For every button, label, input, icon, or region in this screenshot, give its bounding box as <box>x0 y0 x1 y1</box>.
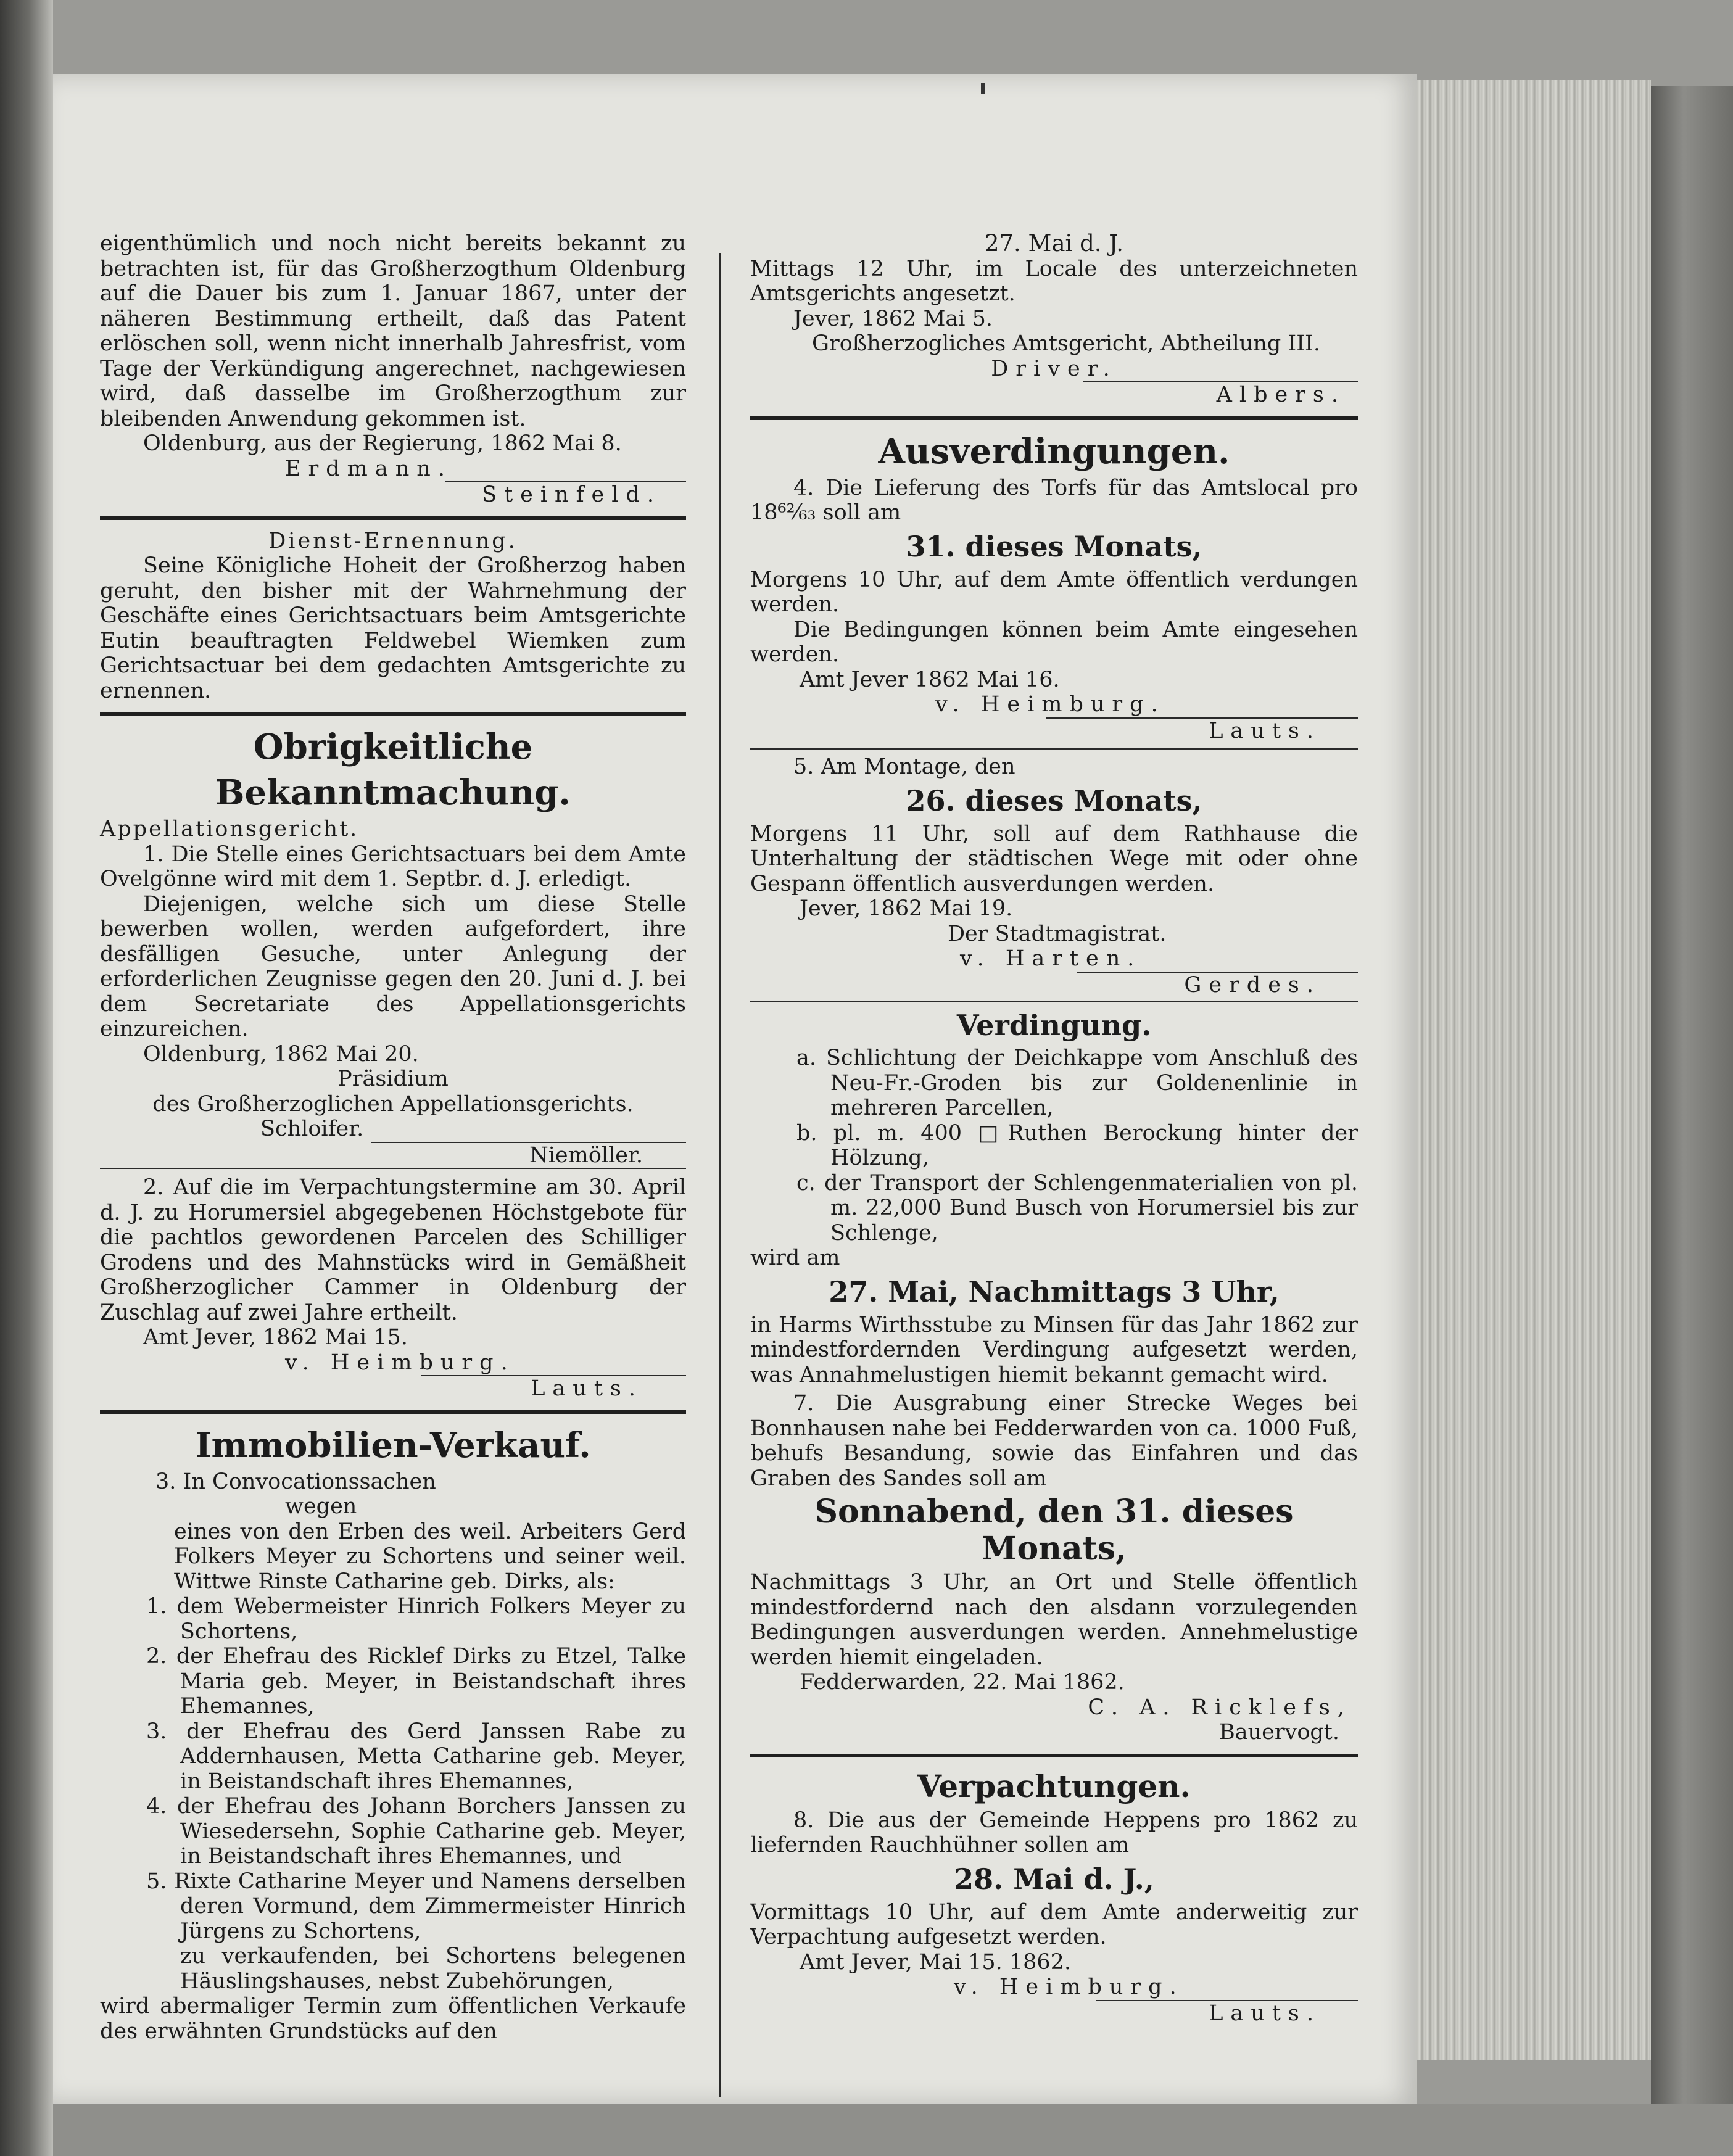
heir-item-2: 2. der Ehefrau des Ricklef Dirks zu Etzel, Talke Maria geb. Meyer, in Beistandschaft ihres Ehemannes, <box>146 1644 686 1719</box>
notice-2-text: 2. Auf die im Verpachtungstermine am 30. April d. J. zu Horumersiel abgegebenen Höchstgebote für die pachtlos gewordenen Parcelen des Schilliger Grodens und des Mahnstücks wird in Gemäßheit Großherzoglicher Cammer in Oldenburg der Zuschlag auf zwei Jahre ertheilt. <box>100 1175 686 1325</box>
page-mark <box>981 83 985 94</box>
convocation-tail-2: wird abermaliger Termin zum öffentlichen Verkaufe des erwähnten Grundstücks auf den <box>100 1994 686 2044</box>
verdingung-wird: wird am <box>750 1245 840 1270</box>
notice-1-text: 1. Die Stelle eines Gerichtsactuars bei dem Amte Ovelgönne wird mit dem 1. Septbr. d. J. erledigt. <box>100 841 686 891</box>
item-4-text-2: Morgens 10 Uhr, auf dem Amte öffentlich verdungen werden. <box>750 567 1358 617</box>
item-5-text-2: Morgens 11 Uhr, soll auf dem Rathhause die Unterhaltung der städtischen Wege mit oder ohne Gespann öffentlich ausverdungen werden. <box>750 821 1358 896</box>
item-5-signature-1: v. Harten. <box>960 946 1142 971</box>
termin-signature-2: Albers. <box>1216 382 1346 407</box>
newspaper-page <box>53 74 1417 2104</box>
termin-place: Jever, 1862 Mai 5. <box>793 306 993 331</box>
item-8-signature-2: Lauts. <box>1209 2001 1321 2026</box>
termin-text: Mittags 12 Uhr, im Locale des unterzeichneten Amtsgerichts angesetzt. <box>750 256 1358 306</box>
item-4-text: 4. Die Lieferung des Torfs für das Amtslocal pro 18⁶²⁄₆₃ soll am <box>750 475 1358 525</box>
item-7-signature-1: C. A. Ricklefs, <box>1088 1695 1352 1720</box>
item-7-text: 7. Die Ausgrabung einer Strecke Weges bei Bonnhausen nahe bei Fedderwarden von ca. 1000 Fuß, behufs Besandung, sowie das Einfahren und das Graben des Sandes soll am <box>750 1391 1358 1491</box>
obrigkeitliche-heading: Obrigkeitliche Bekanntmachung. <box>215 727 571 813</box>
item-5-place: Jever, 1862 Mai 19. <box>800 896 1013 921</box>
section-rule <box>100 1410 686 1414</box>
notice-1-text-2: Diejenigen, welche sich um diese Stelle bewerben wollen, werden aufgefordert, ihre desfälligen Gesuche, unter Anlegung der erforderlichen Zeugnisse gegen den 20. Juni d. J. bei dem Secretariate des Appellationsgerichts einzureichen. <box>100 891 686 1041</box>
section-rule <box>100 516 686 520</box>
book-page-edges <box>1417 80 1651 2060</box>
patent-signature-1: Erdmann. <box>285 456 452 481</box>
notice-2-place: Amt Jever, 1862 Mai 15. <box>143 1325 408 1350</box>
verdingung-text: in Harms Wirthsstube zu Minsen für das Jahr 1862 zur mindestfordernden Verdingung aufgesetzt werden, was Annahmelustigen hiemit bekannt gemacht wird. <box>750 1312 1358 1387</box>
item-4-signature-2: Lauts. <box>1209 718 1321 743</box>
column-divider <box>719 253 721 2097</box>
notice-1-place: Oldenburg, 1862 Mai 20. <box>143 1041 419 1067</box>
item-4-place: Amt Jever 1862 Mai 16. <box>800 667 1060 692</box>
notice-2-signature-2: Lauts. <box>531 1376 643 1401</box>
item-4-signature-1: v. Heimburg. <box>935 692 1165 717</box>
ausverdingungen-heading: Ausverdingungen. <box>878 431 1230 472</box>
item-8-text-2: Vormittags 10 Uhr, auf dem Amte anderweitig zur Verpachtung aufgesetzt werden. <box>750 1899 1358 1949</box>
section-rule <box>100 712 686 716</box>
item-5-date: 26. dieses Monats, <box>906 783 1202 817</box>
heir-item-5: 5. Rixte Catharine Meyer und Namens derselben deren Vormund, dem Zimmermeister Hinrich Jürgens zu Schortens, <box>146 1869 686 1944</box>
item-4-date: 31. dieses Monats, <box>906 529 1202 563</box>
termin-signature-1: Driver. <box>991 356 1117 381</box>
left-column <box>100 231 686 2044</box>
right-column <box>750 231 1358 2026</box>
notice-divider <box>100 1168 686 1169</box>
termin-date: 27. Mai d. J. <box>984 230 1124 257</box>
item-8-signature-1: v. Heimburg. <box>954 1975 1184 1999</box>
convocation-wegen: wegen <box>285 1494 357 1519</box>
patent-text: eigenthümlich und noch nicht bereits bekannt zu betrachten ist, für das Großherzogthum Oldenburg auf die Dauer bis zum 1. Januar 1867, unter der näheren Bestimmung ertheilt, daß das Patent erlöschen soll, wenn nicht innerhalb Jahresfrist, vom Tage der Verkündigung angerechnet, nachgewiesen wird, daß dasselbe im Großherzogthum zur bleibenden Anwendung gekommen ist. <box>100 231 686 431</box>
item-5-magistrat: Der Stadtmagistrat. <box>948 921 1167 946</box>
notice-1-praesidium: Präsidium <box>337 1067 449 1091</box>
dienst-heading: Dienst-Ernennung. <box>268 528 518 553</box>
immobilien-heading: Immobilien-Verkauf. <box>195 1424 591 1466</box>
item-8-place: Amt Jever, Mai 15. 1862. <box>800 1949 1072 1975</box>
item-8-text: 8. Die aus der Gemeinde Heppens pro 1862 zu liefernden Rauchhühner sollen am <box>750 1807 1358 1857</box>
heir-item-4: 4. der Ehefrau des Johann Borchers Janssen zu Wiesedersehn, Sophie Catharine geb. Meyer, in Beistandschaft ihres Ehemannes, und <box>146 1794 686 1869</box>
notice-1-court: des Großherzoglichen Appellationsgerichts. <box>152 1091 634 1117</box>
scan-background <box>53 2104 1733 2156</box>
dienst-text: Seine Königliche Hoheit der Großherzog haben geruht, den bisher mit der Wahrnehmung der Geschäfte eines Gerichtsactuars beim Amtsgerichte Eutin beauftragten Feldwebel Wiemken zum Gerichtsactuar bei dem gedachten Amtsgerichte zu ernennen. <box>100 553 686 703</box>
item-4-text-3: Die Bedingungen können beim Amte eingesehen werden. <box>750 617 1358 667</box>
termin-court: Großherzogliches Amtsgericht, Abtheilung III. <box>812 331 1320 356</box>
convocation-tail-1: zu verkaufenden, bei Schortens belegenen Häuslingshauses, nebst Zubehörungen, <box>180 1944 686 1994</box>
patent-place-date: Oldenburg, aus der Regierung, 1862 Mai 8. <box>143 431 622 456</box>
verdingung-item-c: c. der Transport der Schlengenmaterialien von pl. m. 22,000 Bund Busch von Horumersiel bis zur Schlenge, <box>796 1170 1358 1245</box>
item-7-signature-2: Bauervogt. <box>1218 1720 1339 1745</box>
verdingung-item-a: a. Schlichtung der Deichkappe vom Anschluß des Neu-Fr.-Groden bis zur Goldenenlinie in mehreren Parcellen, <box>796 1046 1358 1120</box>
section-rule <box>750 1754 1358 1757</box>
convocation-text: eines von den Erben des weil. Arbeiters Gerd Folkers Meyer zu Schortens und seiner weil. Wittwe Rinste Catharine geb. Dirks, als: <box>174 1519 686 1594</box>
item-5-text: 5. Am Montage, den <box>793 754 1015 779</box>
book-cover <box>1651 86 1733 2122</box>
notice-divider <box>750 748 1358 750</box>
verpachtungen-heading: Verpachtungen. <box>917 1767 1191 1804</box>
convocation-head: 3. In Convocationssachen <box>155 1469 436 1494</box>
verdingung-date: 27. Mai, Nachmittags 3 Uhr, <box>829 1274 1280 1308</box>
item-7-place: Fedderwarden, 22. Mai 1862. <box>800 1670 1125 1695</box>
notice-1-signature-2: Niemöller. <box>529 1142 643 1168</box>
patent-signature-2: Steinfeld. <box>482 482 661 507</box>
item-7-date: Sonnabend, den 31. dieses Monats, <box>814 1493 1294 1567</box>
item-8-date: 28. Mai d. J., <box>954 1862 1154 1896</box>
notice-2-signature-1: v. Heimburg. <box>285 1350 515 1375</box>
heir-item-3: 3. der Ehefrau des Gerd Janssen Rabe zu Addernhausen, Metta Catharine geb. Meyer, in Beistandschaft ihres Ehemannes, <box>146 1719 686 1794</box>
verdingung-heading: Verdingung. <box>956 1009 1152 1042</box>
notice-1-signature-1: Schloifer. <box>260 1117 364 1141</box>
item-5-signature-2: Gerdes. <box>1184 972 1321 997</box>
binding-shadow-left <box>0 0 53 2156</box>
notice-divider <box>750 1001 1358 1002</box>
heir-item-1: 1. dem Webermeister Hinrich Folkers Meyer zu Schortens, <box>146 1594 686 1644</box>
item-7-text-2: Nachmittags 3 Uhr, an Ort und Stelle öffentlich mindestfordernd nach den alsdann vorzulegenden Bedingungen ausverdungen werden. Annehmelustige werden hiemit eingeladen. <box>750 1570 1358 1670</box>
verdingung-item-b: b. pl. m. 400 □Ruthen Berockung hinter der Hölzung, <box>796 1120 1358 1170</box>
section-rule <box>750 416 1358 420</box>
appellationsgericht-label: Appellationsgericht. <box>100 817 359 841</box>
